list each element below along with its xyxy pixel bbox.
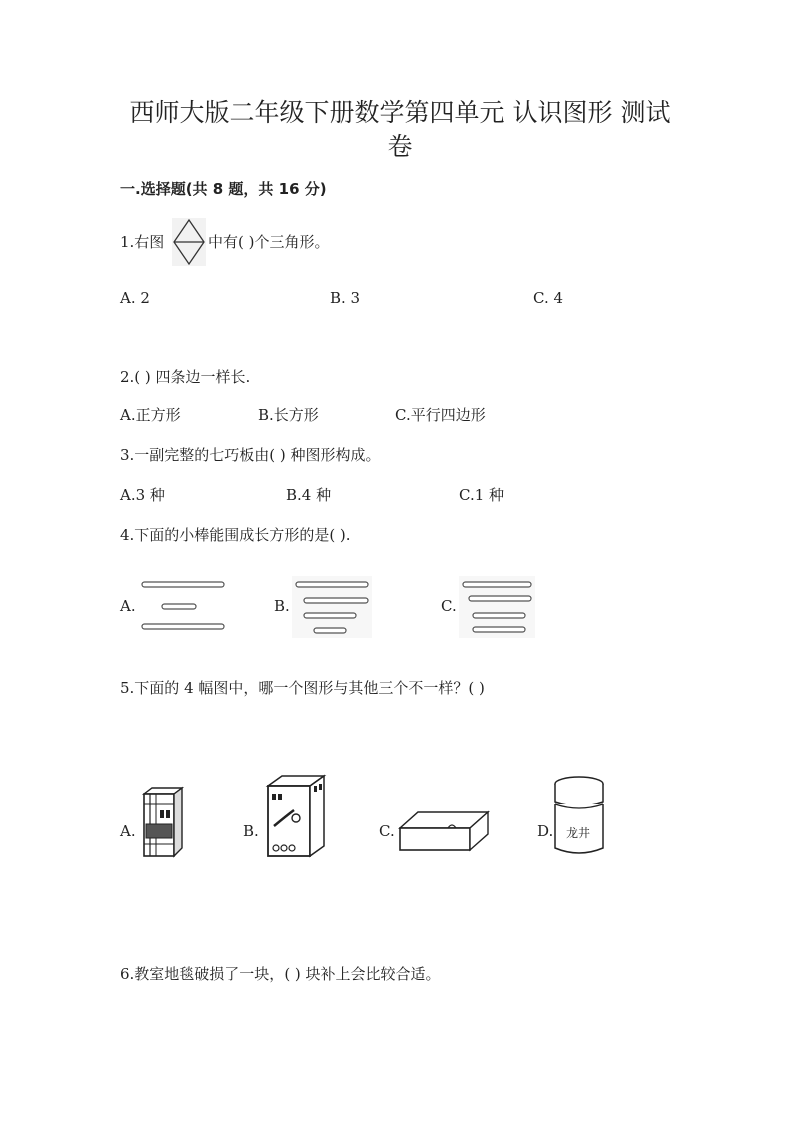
flat-box-figure — [396, 806, 492, 856]
question-1-text-before: 1.右图 — [120, 233, 165, 251]
jar-figure — [550, 774, 608, 860]
stick-set-a — [138, 578, 228, 634]
question-5-option-b[interactable]: B. — [243, 822, 259, 840]
book-figure — [140, 784, 186, 860]
question-2-option-b[interactable]: B.长方形 — [258, 406, 319, 424]
page-title-line-2: 卷 — [387, 132, 413, 161]
diamond-figure — [172, 218, 206, 266]
question-4-text: 4.下面的小棒能围成长方形的是( ). — [120, 526, 351, 544]
question-1-text-after: 中有( )个三角形。 — [208, 233, 330, 251]
question-1-option-a[interactable]: A. 2 — [120, 289, 150, 307]
question-3-option-b[interactable]: B.4 种 — [286, 486, 332, 504]
question-4-option-c[interactable]: C. — [441, 597, 457, 615]
question-6-text: 6.教室地毯破损了一块，( ) 块补上会比较合适。 — [120, 965, 441, 983]
question-5-text: 5.下面的 4 幅图中，哪一个图形与其他三个不一样？( ) — [120, 679, 485, 697]
question-3-option-c[interactable]: C.1 种 — [459, 486, 505, 504]
question-2-text: 2.( ) 四条边一样长. — [120, 368, 251, 386]
question-2-option-c[interactable]: C.平行四边形 — [395, 406, 486, 424]
stick-set-c — [459, 576, 535, 638]
question-5-option-d[interactable]: D. — [537, 822, 554, 840]
box-figure — [264, 772, 328, 860]
page-title-line-1: 西师大版二年级下册数学第四单元 认识图形 测试 — [129, 98, 671, 127]
question-4-option-a[interactable]: A. — [120, 597, 136, 615]
question-3-text: 3.一副完整的七巧板由( ) 种图形构成。 — [120, 446, 381, 464]
stick-set-b — [292, 576, 372, 638]
question-4-option-b[interactable]: B. — [274, 597, 290, 615]
question-1-option-b[interactable]: B. 3 — [330, 289, 361, 307]
question-5-option-c[interactable]: C. — [379, 822, 395, 840]
question-5-option-a[interactable]: A. — [120, 822, 136, 840]
question-1-option-c[interactable]: C. 4 — [533, 289, 564, 307]
section-heading: 一.选择题(共 8 题，共 16 分) — [120, 180, 327, 198]
jar-label: 龙井 — [566, 826, 591, 840]
question-3-option-a[interactable]: A.3 种 — [120, 486, 165, 504]
question-2-option-a[interactable]: A.正方形 — [120, 406, 181, 424]
